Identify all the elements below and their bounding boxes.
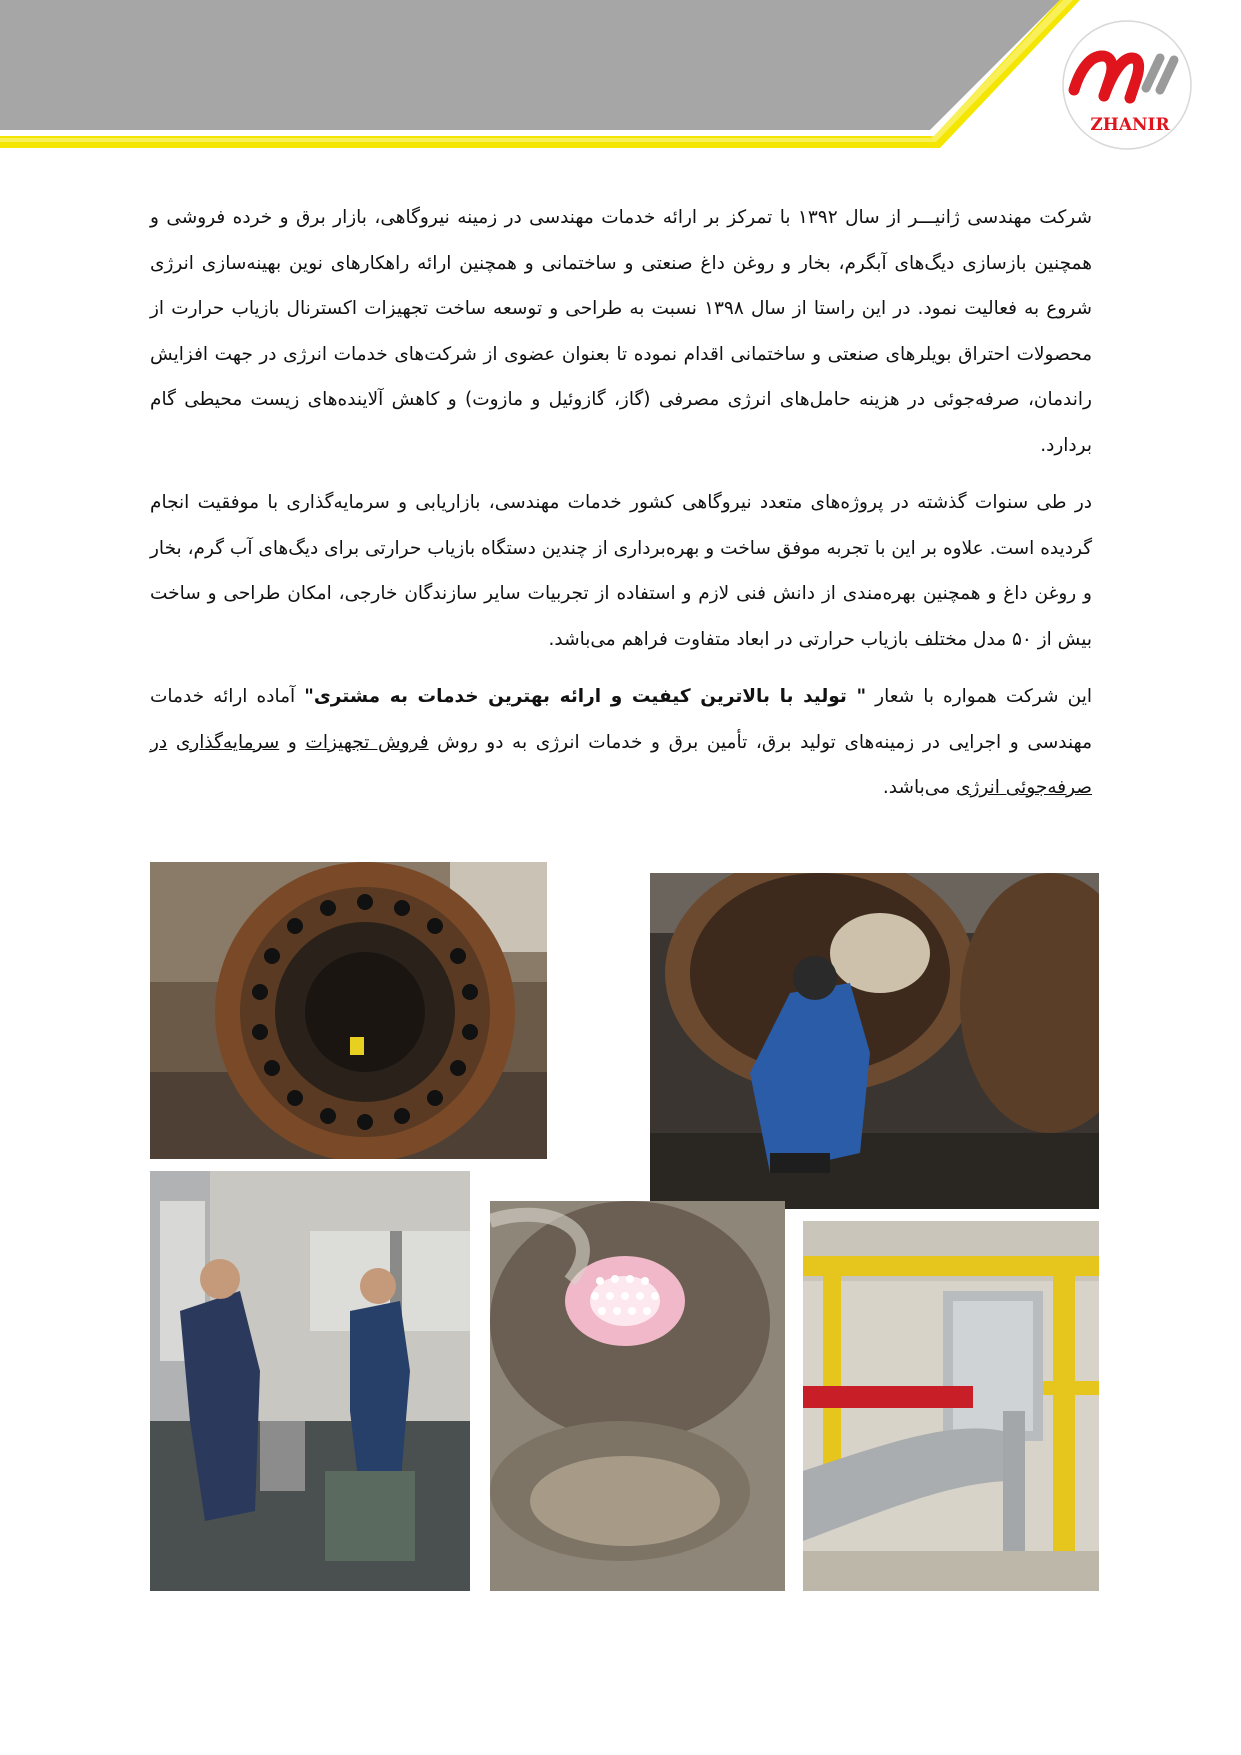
page-header-band bbox=[0, 0, 1241, 160]
zhanir-logo bbox=[1060, 18, 1194, 152]
slogan-text: " تولید با بالاترین کیفیت و ارائه بهترین خدمات به مشتری" bbox=[304, 686, 867, 707]
photo-workers bbox=[150, 1171, 470, 1591]
logo-text: ZHANIR bbox=[1090, 115, 1170, 135]
paragraph-intro: شرکت مهندسی ژانیـــر از سال ۱۳۹۲ با تمرکز بر ارائه خدمات مهندسی در زمینه نیروگاهی، بازار برق و خرده فروشی و همچنین بازسازی دیگ‌های آبگرم، بخار و روغن داغ صنعتی و ساختمانی و همچنین ارائه راهکارهای نوین بهینه‌سازی انرژی شروع به فعالیت نمود. در این راستا از سال ۱۳۹۸ نسبت به طراحی و توسعه ساخت تجهیزات اکسترنال بازیاب حرارت از محصولات احتراق بویلرهای صنعتی و ساختمانی اقدام نموده تا بعنوان عضوی از شرکت‌های خدمات انرژی در جهت افزایش راندمان، صرفه‌جوئی در هزینه حامل‌های انرژی مصرفی (گاز، گازوئیل و مازوت) و کاهش آلاینده‌های زیست محیطی گام بردارد. bbox=[150, 207, 1092, 456]
photo-boiler-tubesheet bbox=[150, 862, 547, 1159]
paragraph-slogan: این شرکت همواره با شعار " تولید با بالاترین کیفیت و ارائه بهترین خدمات به مشتری" آماده ارائه خدمات مهندسی و اجرایی در زمینه‌های تولید برق، تأمین برق و خدمات انرژی به دو روش فروش تجهیزات و سرمایه‌گذاری در صرفه‌جوئی انرژی می‌باشد. bbox=[150, 686, 1092, 798]
photo-welder bbox=[650, 873, 1099, 1209]
body-text bbox=[150, 195, 1092, 823]
photo-heat-recovery-unit bbox=[803, 1221, 1099, 1591]
photo-burner-flame bbox=[490, 1201, 785, 1591]
investment-link-part2: در صرفه‌جوئی انرژی bbox=[150, 731, 1092, 798]
investment-link-part1: سرمایه‌گذاری bbox=[175, 731, 280, 753]
equipment-sales-link: فروش تجهیزات bbox=[305, 731, 429, 753]
paragraph-experience: در طی سنوات گذشته در پروژه‌های متعدد نیروگاهی کشور خدمات مهندسی، بازاریابی و سرمایه‌گذاری با موفقیت انجام گردیده است. علاوه بر این با تجربه موفق ساخت و بهره‌برداری از چندین دستگاه بازیاب حرارتی برای دیگ‌های آب گرم، بخار و روغن داغ و همچنین بهره‌مندی از دانش فنی لازم و استفاده از تجربیات سایر سازندگان خارجی، امکان طراحی و ساخت بیش از ۵۰ مدل مختلف بازیاب حرارتی در ابعاد متفاوت فراهم می‌باشد. bbox=[150, 492, 1092, 650]
